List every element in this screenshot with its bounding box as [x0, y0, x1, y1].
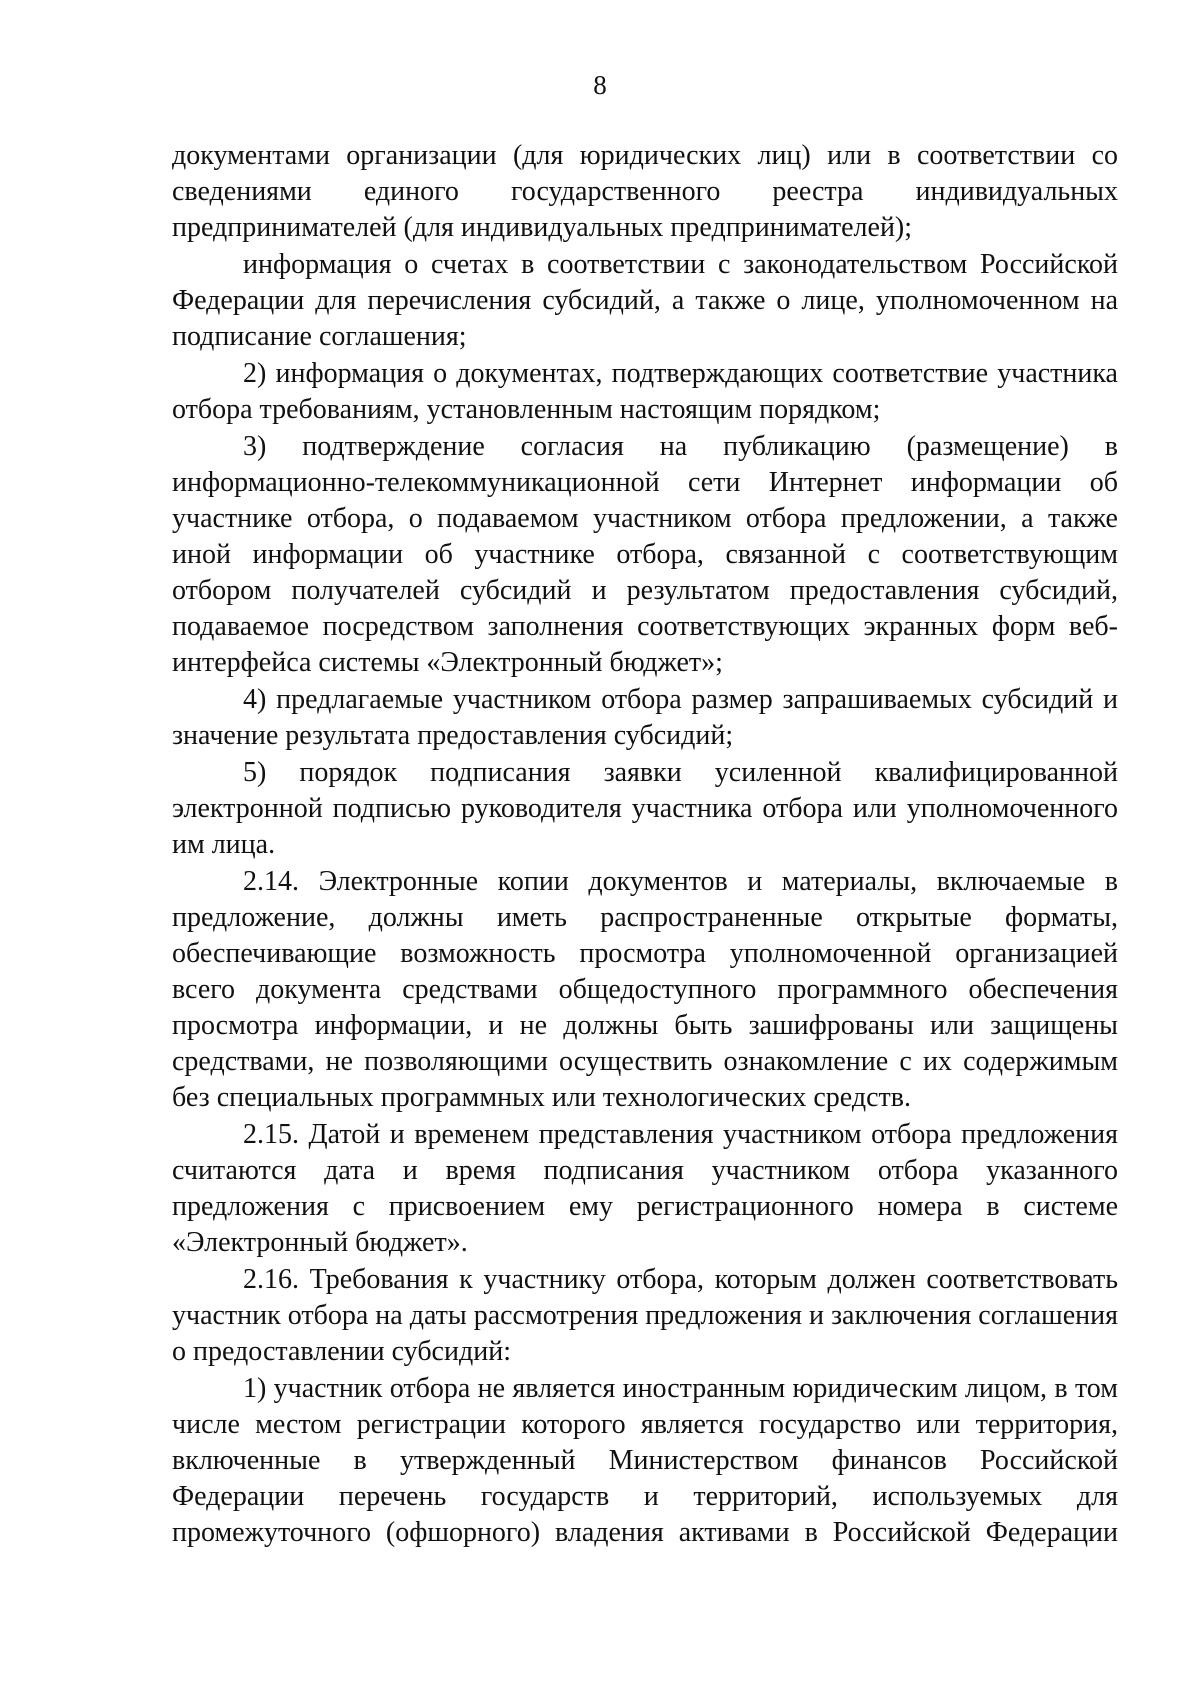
paragraph-foreign-entity-requirement: 1) участник отбора не является иностранным юридическим лицом, в том числе местом регистрации которого является государство или территория, включенные в утвержденный Министерством финансов Российской Федерации перечень государств и территорий, используемых для промежуточного (офшорного) владения активами в Российской Федерации — [172, 1373, 1118, 1548]
paragraph-publication-consent: 3) подтверждение согласия на публикацию (размещение) в информационно-телекоммуникационной сети Интернет информации об участнике отбора, о подаваемом участником отбора предложении, а также иной информации об участнике отбора, связанной с соответствующим отбором получателей субсидий и результатом предоставления субсидий, подаваемое посредством заполнения соответствующих экранных форм веб-интерфейса системы «Электронный бюджет»; — [172, 431, 1118, 678]
paragraph-section-2-14: 2.14. Электронные копии документов и материалы, включаемые в предложение, должны иметь распространенные открытые форматы, обеспечивающие возможность просмотра уполномоченной организацией всего документа средствами общедоступного программного обеспечения просмотра информации, и не должны быть зашифрованы или защищены средствами, не позволяющими осуществить ознакомление с их содержимым без специальных программных или технологических средств. — [172, 866, 1118, 1113]
paragraph-section-2-15: 2.15. Датой и временем представления участником отбора предложения считаются дата и время подписания участником отбора указанного предложения с присвоением ему регистрационного номера в системе «Электронный бюджет». — [172, 1119, 1118, 1258]
paragraph-section-2-16: 2.16. Требования к участнику отбора, которым должен соответствовать участник отбора на даты рассмотрения предложения и заключения соглашения о предоставлении субсидий: — [172, 1264, 1118, 1367]
paragraph-compliance-documents: 2) информация о документах, подтверждающих соответствие участника отбора требованиям, установленным настоящим порядком; — [172, 358, 1118, 425]
document-body — [172, 138, 1118, 1552]
paragraph-signing-procedure: 5) порядок подписания заявки усиленной квалифицированной электронной подписью руководителя участника отбора или уполномоченного им лица. — [172, 757, 1118, 860]
paragraph-applicant-registry-continuation: документами организации (для юридических лиц) или в соответствии со сведениями единого государственного реестра индивидуальных предпринимателей (для индивидуальных предпринимателей); — [172, 140, 1118, 243]
page-number: 8 — [593, 70, 607, 100]
paragraph-account-information: информация о счетах в соответствии с законодательством Российской Федерации для перечисления субсидий, а также о лице, уполномоченном на подписание соглашения; — [172, 249, 1118, 352]
paragraph-requested-subsidy: 4) предлагаемые участником отбора размер запрашиваемых субсидий и значение результата предоставления субсидий; — [172, 684, 1118, 751]
